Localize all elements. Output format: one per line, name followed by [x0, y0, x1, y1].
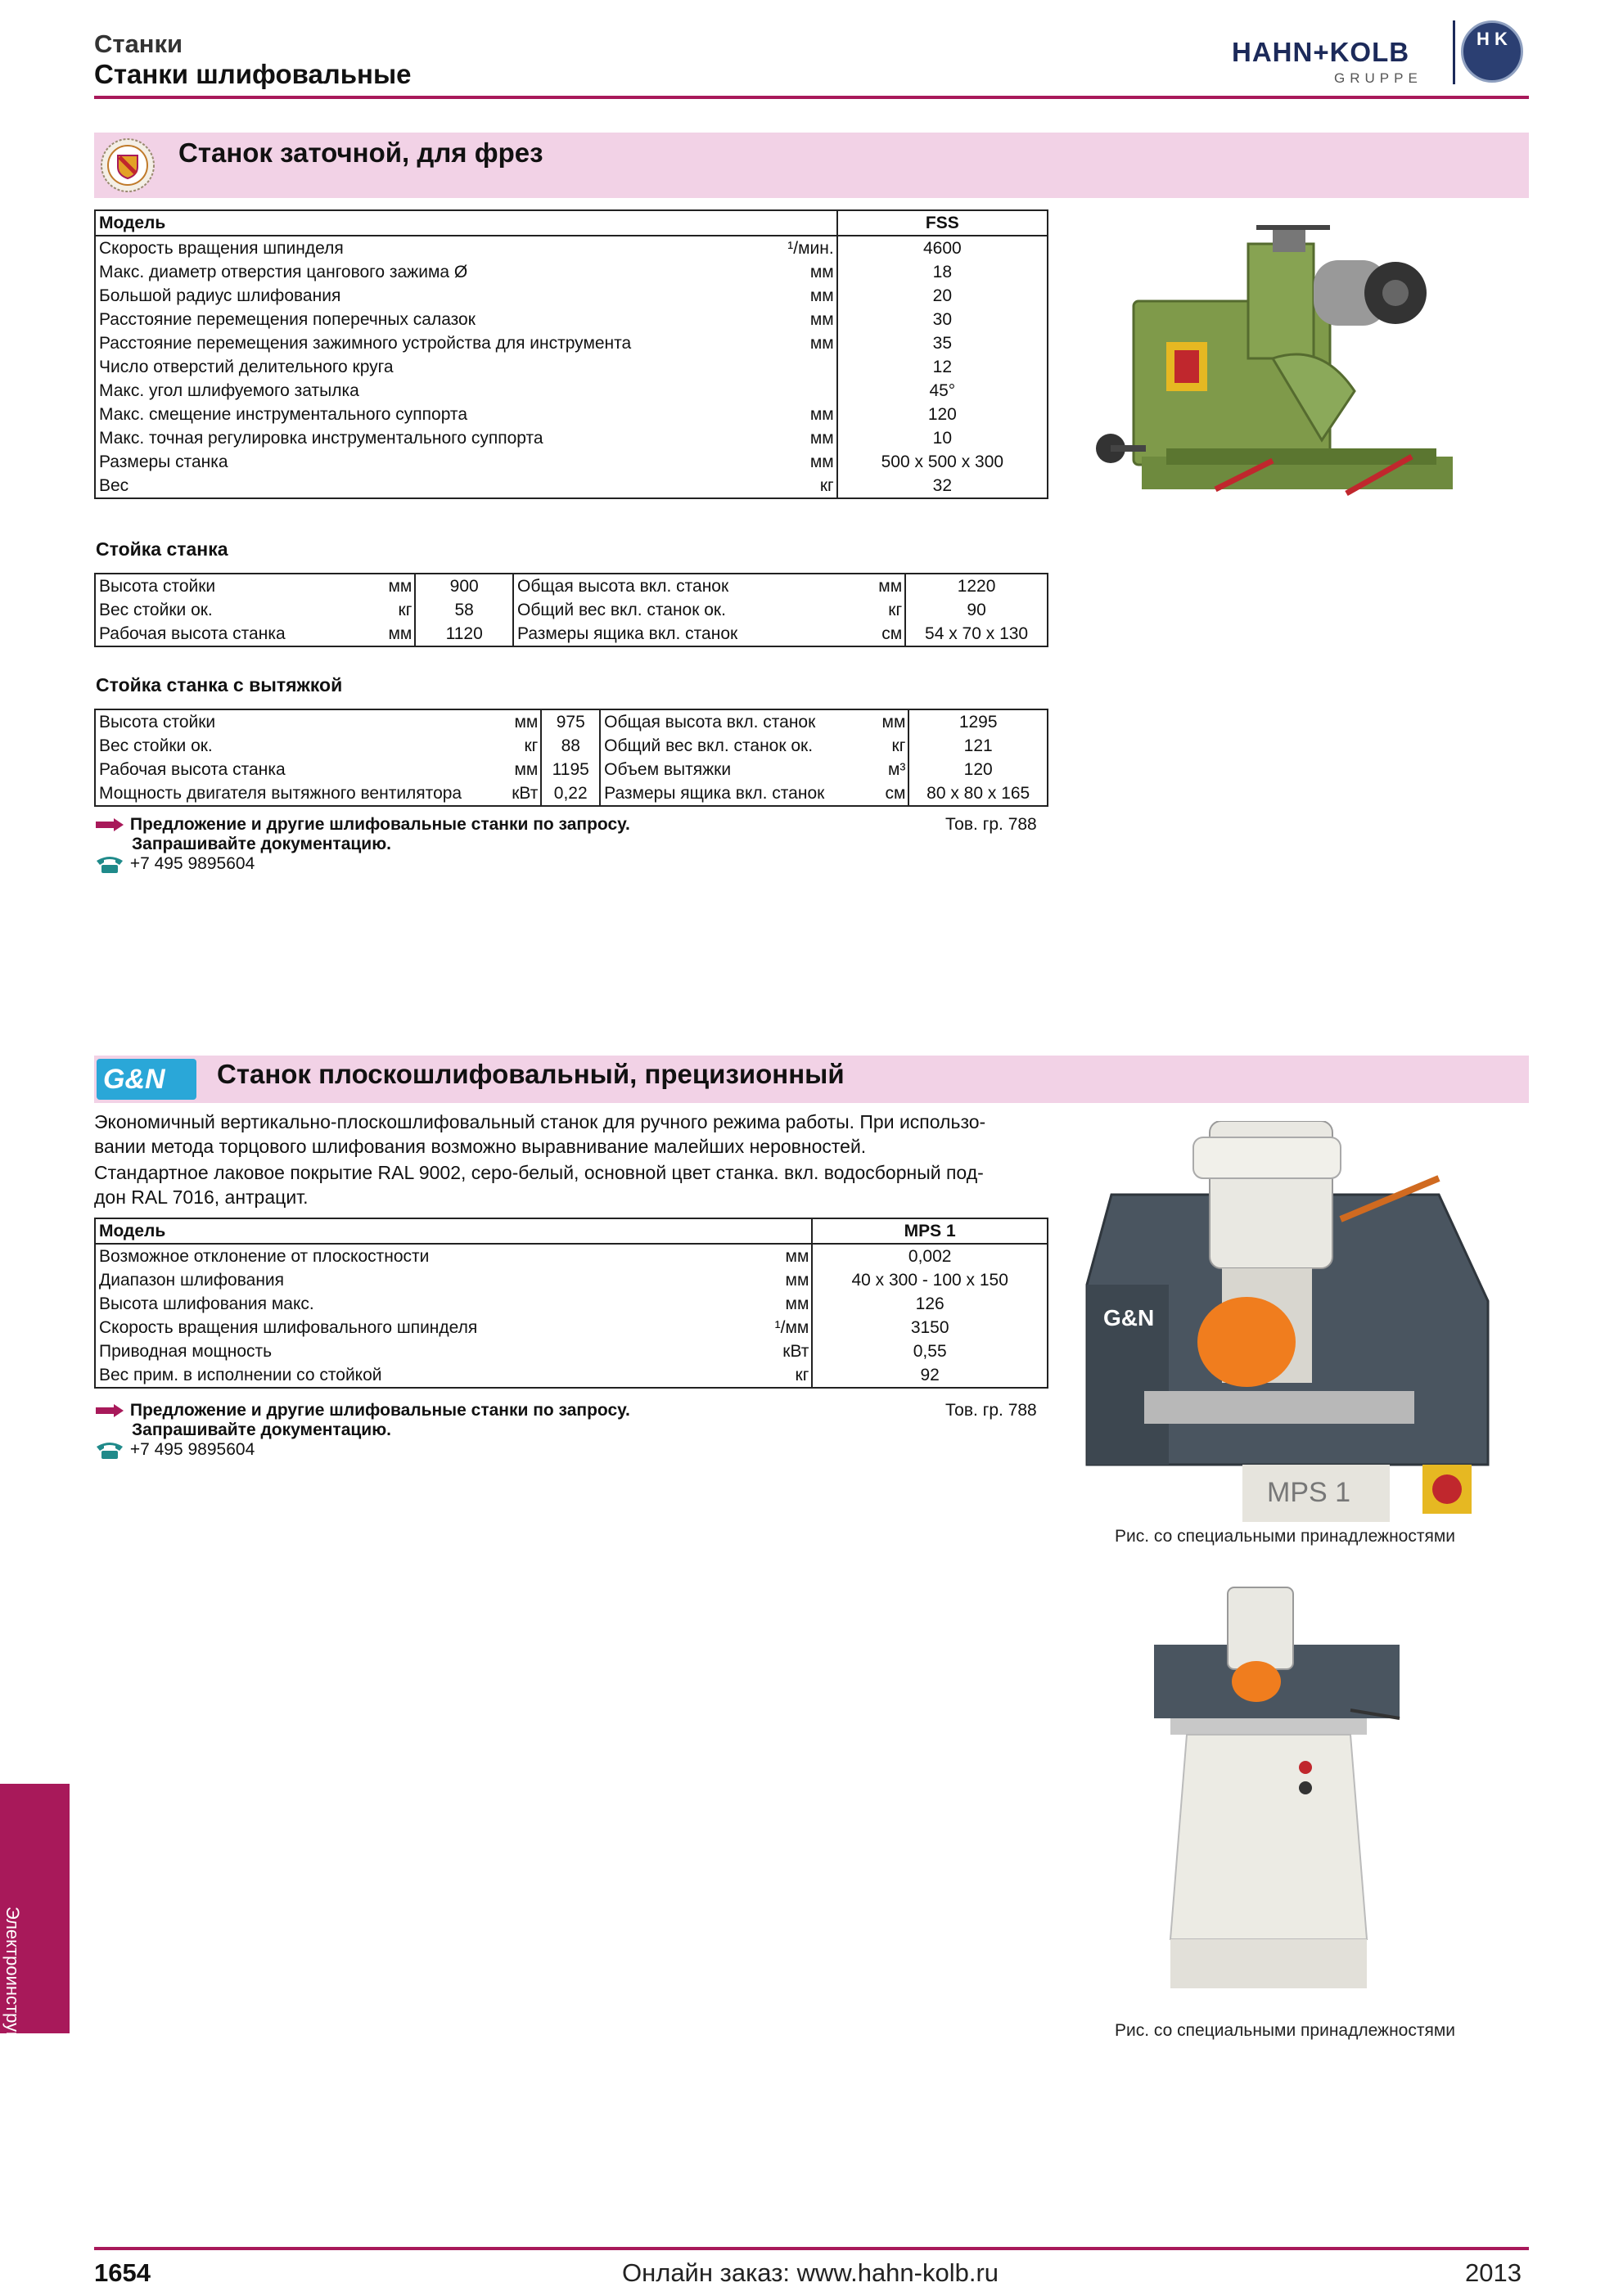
spec-unit: ¹/мм	[764, 1316, 812, 1339]
stand-label: Высота стойки	[95, 574, 372, 598]
spec-label: Макс. угол шлифуемого затылка	[95, 379, 780, 403]
phone-icon	[94, 1440, 125, 1460]
header-category: Станки	[94, 29, 183, 58]
table-row	[95, 403, 1048, 426]
section2-spec-table	[94, 1218, 1048, 1389]
spec-value: 0,002	[812, 1244, 1048, 1268]
stand-unit: кг	[372, 598, 415, 622]
table-row	[95, 1316, 1048, 1339]
stand-heading: Стойка станка	[96, 538, 228, 560]
table-row	[95, 574, 1048, 598]
exhaust-value: 121	[908, 734, 1048, 758]
desc-line: дон RAL 7016, антрацит.	[94, 1186, 309, 1208]
exhaust-value: 80 x 80 x 165	[908, 781, 1048, 806]
stand-label: Рабочая высота станка	[95, 622, 372, 646]
spec-label: Высота шлифования макс.	[95, 1292, 764, 1316]
exhaust-label: Размеры ящика вкл. станок	[600, 781, 869, 806]
spec-label: Макс. диаметр отверстия цангового зажима Ø	[95, 260, 780, 284]
spec-value: 3150	[812, 1316, 1048, 1339]
table-row	[95, 260, 1048, 284]
table-row	[95, 781, 1048, 806]
exhaust-label: Мощность двигателя вытяжного вентилятора	[95, 781, 496, 806]
exhaust-label: Рабочая высота станка	[95, 758, 496, 781]
exhaust-label: Высота стойки	[95, 709, 496, 734]
stand-value: 90	[905, 598, 1048, 622]
spec-value: 120	[837, 403, 1048, 426]
spec-unit: мм	[780, 426, 837, 450]
photo-caption-1: Рис. со специальными принадлежностями	[1115, 1527, 1456, 1546]
table-row	[95, 331, 1048, 355]
section2-group: Тов. гр. 788	[945, 1401, 1037, 1420]
table-row	[95, 622, 1048, 646]
spec-value: 45°	[837, 379, 1048, 403]
exhaust-unit: мм	[496, 709, 542, 734]
side-category-label: Электроинструмент	[2, 1907, 23, 2073]
phone-icon	[94, 854, 125, 874]
page-number: 1654	[94, 2258, 151, 2287]
spec-label: Вес	[95, 474, 780, 498]
spec-unit: мм	[780, 308, 837, 331]
table-head-label: Модель	[95, 1218, 764, 1244]
table-row	[95, 1292, 1048, 1316]
stand-label: Общая высота вкл. станок	[513, 574, 856, 598]
gn-brand-logo-text: G&N	[103, 1064, 165, 1095]
stand-exhaust-heading: Стойка станка с вытяжкой	[96, 674, 343, 696]
stand-value: 900	[415, 574, 513, 598]
stand-label: Общий вес вкл. станок ок.	[513, 598, 856, 622]
table-row	[95, 758, 1048, 781]
exhaust-label: Общий вес вкл. станок ок.	[600, 734, 869, 758]
desc-line: Экономичный вертикально-плоскошлифовальный станок для ручного режима работы. При использо-	[94, 1111, 986, 1132]
photo-caption-2: Рис. со специальными принадлежностями	[1115, 2021, 1456, 2040]
exhaust-value: 1295	[908, 709, 1048, 734]
table-row	[95, 1363, 1048, 1388]
gn-brand-logo	[97, 1059, 196, 1100]
spec-unit: мм	[780, 331, 837, 355]
arrow-right-icon	[94, 818, 125, 831]
exhaust-value: 88	[541, 734, 600, 758]
spec-unit	[780, 355, 837, 379]
spec-label: Вес прим. в исполнении со стойкой	[95, 1363, 764, 1388]
table-row	[95, 450, 1048, 474]
spec-unit: мм	[764, 1268, 812, 1292]
stand-value: 58	[415, 598, 513, 622]
exhaust-unit: мм	[870, 709, 909, 734]
section1-offer	[94, 815, 630, 874]
exhaust-label: Объем вытяжки	[600, 758, 869, 781]
table-head-unit	[764, 1218, 812, 1244]
quality-seal-icon	[97, 136, 159, 195]
spec-value: 10	[837, 426, 1048, 450]
exhaust-unit: кг	[496, 734, 542, 758]
spec-value: 18	[837, 260, 1048, 284]
stand-exhaust-table	[94, 709, 1048, 807]
stand-unit: кг	[856, 598, 905, 622]
spec-unit: мм	[764, 1292, 812, 1316]
exhaust-unit: м³	[870, 758, 909, 781]
header-subcategory: Станки шлифовальные	[94, 59, 412, 89]
spec-value: 500 x 500 x 300	[837, 450, 1048, 474]
stand-value: 1120	[415, 622, 513, 646]
stand-value: 1220	[905, 574, 1048, 598]
spec-value: 92	[812, 1363, 1048, 1388]
section1-group: Тов. гр. 788	[945, 815, 1037, 834]
spec-label: Расстояние перемещения поперечных салазок	[95, 308, 780, 331]
side-category-tab[interactable]	[0, 1784, 70, 2073]
header-divider	[94, 96, 1529, 99]
table-head-model: FSS	[837, 210, 1048, 236]
exhaust-value: 120	[908, 758, 1048, 781]
exhaust-unit: мм	[496, 758, 542, 781]
spec-label: Расстояние перемещения зажимного устройства для инструмента	[95, 331, 780, 355]
table-row	[95, 734, 1048, 758]
online-order-link[interactable]: Онлайн заказ: www.hahn-kolb.ru	[622, 2258, 999, 2287]
phone-line	[94, 854, 630, 874]
offer-text: Предложение и другие шлифовальные станки по запросу.	[129, 1401, 630, 1420]
offer-line	[94, 815, 630, 835]
spec-unit: ¹/мин.	[780, 236, 837, 260]
brand-logo-mark-icon	[1461, 20, 1523, 83]
table-row	[95, 379, 1048, 403]
stand-label: Размеры ящика вкл. станок	[513, 622, 856, 646]
table-row	[95, 308, 1048, 331]
spec-value: 35	[837, 331, 1048, 355]
brand-logo-mark-text: H K	[1476, 29, 1508, 49]
table-row	[95, 210, 1048, 236]
spec-value: 126	[812, 1292, 1048, 1316]
table-row	[95, 474, 1048, 498]
spec-unit: кВт	[764, 1339, 812, 1363]
machine-model-label: MPS 1	[1267, 1477, 1351, 1508]
stand-unit: мм	[372, 622, 415, 646]
stand-value: 54 x 70 x 130	[905, 622, 1048, 646]
spec-value: 32	[837, 474, 1048, 498]
spec-label: Размеры станка	[95, 450, 780, 474]
exhaust-unit: кВт	[496, 781, 542, 806]
spec-value: 40 x 300 - 100 x 150	[812, 1268, 1048, 1292]
spec-label: Возможное отклонение от плоскостности	[95, 1244, 764, 1268]
spec-label: Диапазон шлифования	[95, 1268, 764, 1292]
spec-label: Большой радиус шлифования	[95, 284, 780, 308]
tool-grinder-photo	[1084, 211, 1477, 530]
table-row	[95, 598, 1048, 622]
section2-offer	[94, 1401, 630, 1460]
desc-line: вании метода торцового шлифования возможно выравнивание малейших неровностей.	[94, 1136, 867, 1157]
phone-line	[94, 1440, 630, 1460]
brand-logo-text: HAHN+KOLB	[1232, 37, 1410, 67]
section2-title: Станок плоскошлифовальный, прецизионный	[217, 1059, 845, 1089]
spec-label: Скорость вращения шлифовального шпинделя	[95, 1316, 764, 1339]
exhaust-unit: кг	[870, 734, 909, 758]
phone-number[interactable]: +7 495 9895604	[129, 854, 255, 873]
footer-divider	[94, 2247, 1529, 2250]
exhaust-unit: см	[870, 781, 909, 806]
stand-table	[94, 573, 1048, 647]
exhaust-value: 1195	[541, 758, 600, 781]
exhaust-value: 975	[541, 709, 600, 734]
stand-unit: мм	[372, 574, 415, 598]
table-row	[95, 1339, 1048, 1363]
table-head-unit	[780, 210, 837, 236]
spec-value: 30	[837, 308, 1048, 331]
spec-value: 20	[837, 284, 1048, 308]
table-row	[95, 1268, 1048, 1292]
spec-unit: мм	[780, 403, 837, 426]
machine-brand-label: G&N	[1103, 1305, 1155, 1330]
section1-spec-table	[94, 209, 1048, 499]
table-head-label: Модель	[95, 210, 780, 236]
spec-label: Приводная мощность	[95, 1339, 764, 1363]
spec-value: 0,55	[812, 1339, 1048, 1363]
table-row	[95, 426, 1048, 450]
stand-label: Вес стойки ок.	[95, 598, 372, 622]
exhaust-label: Общая высота вкл. станок	[600, 709, 869, 734]
exhaust-label: Вес стойки ок.	[95, 734, 496, 758]
spec-unit: кг	[764, 1363, 812, 1388]
stand-unit: мм	[856, 574, 905, 598]
brand-logo-sub: GRUPPE	[1334, 70, 1422, 86]
footer-year: 2013	[1465, 2258, 1522, 2287]
table-row	[95, 284, 1048, 308]
section1-title: Станок заточной, для фрез	[178, 137, 543, 168]
spec-label: Число отверстий делительного круга	[95, 355, 780, 379]
brand-logo-divider	[1453, 20, 1455, 84]
spec-label: Макс. точная регулировка инструментального суппорта	[95, 426, 780, 450]
offer-text: Предложение и другие шлифовальные станки по запросу.	[129, 815, 630, 834]
surface-grinder-photo	[1079, 1121, 1537, 1522]
spec-label: Макс. смещение инструментального суппорта	[95, 403, 780, 426]
exhaust-value: 0,22	[541, 781, 600, 806]
offer-line: Запрашивайте документацию.	[132, 1420, 391, 1439]
table-row	[95, 236, 1048, 260]
spec-unit: мм	[780, 260, 837, 284]
spec-value: 4600	[837, 236, 1048, 260]
spec-unit: мм	[780, 450, 837, 474]
phone-number[interactable]: +7 495 9895604	[129, 1440, 255, 1459]
spec-unit	[780, 379, 837, 403]
table-head-model: MPS 1	[812, 1218, 1048, 1244]
table-row	[95, 709, 1048, 734]
surface-grinder-stand-photo	[1138, 1579, 1416, 2005]
table-row	[95, 355, 1048, 379]
spec-value: 12	[837, 355, 1048, 379]
desc-line: Стандартное лаковое покрытие RAL 9002, серо-белый, основной цвет станка. вкл. водосборный под-	[94, 1162, 984, 1183]
offer-line: Запрашивайте документацию.	[132, 835, 391, 853]
spec-unit: кг	[780, 474, 837, 498]
arrow-right-icon	[94, 1404, 125, 1417]
spec-unit: мм	[764, 1244, 812, 1268]
spec-unit: мм	[780, 284, 837, 308]
table-row	[95, 1244, 1048, 1268]
offer-line	[94, 1401, 630, 1420]
spec-label: Скорость вращения шпинделя	[95, 236, 780, 260]
section2-description	[94, 1110, 1076, 1209]
table-row	[95, 1218, 1048, 1244]
stand-unit: см	[856, 622, 905, 646]
